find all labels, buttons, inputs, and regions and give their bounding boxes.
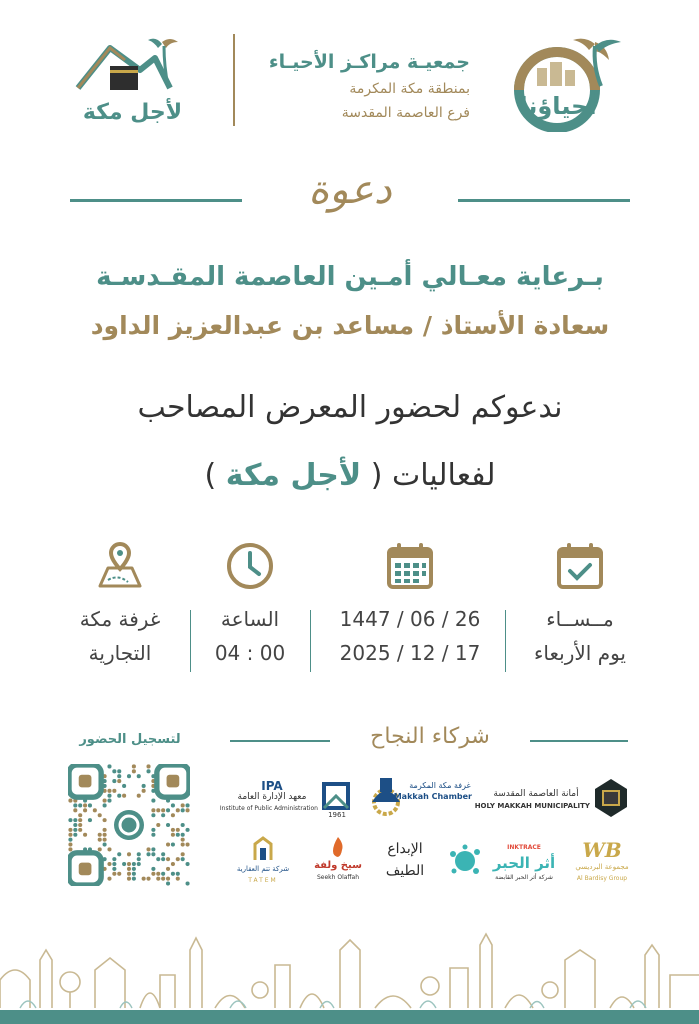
partner-8-name-ar: شركة تتم العقارية xyxy=(236,865,290,873)
partner-makkah-municipality xyxy=(474,775,632,823)
partner-tatem xyxy=(228,836,298,888)
partner-7-name-en: Seekh Olaffah xyxy=(316,874,360,881)
detail-date xyxy=(330,540,490,670)
invite-line-2-prefix: لفعاليات ( xyxy=(370,458,496,493)
detail-place xyxy=(60,540,180,670)
partner-6-name-ar: الإبداع الطيف xyxy=(385,841,425,879)
partner-1-name-en: HOLY MAKKAH MUNICIPALITY xyxy=(474,802,590,810)
ahyaouna-logo xyxy=(495,32,630,132)
partner-seekh-olaffah xyxy=(308,836,368,888)
day-period: مــســاء xyxy=(546,607,614,631)
partner-4-name-en: Al Bardisy Group xyxy=(576,875,628,882)
registration-qr-code[interactable] xyxy=(68,764,190,886)
decorative-skyline xyxy=(0,920,699,1010)
detail-separator xyxy=(310,610,311,672)
partner-3-year: 1961 xyxy=(328,811,346,819)
clock-icon xyxy=(224,540,276,592)
patron-line-1: بـرعاية معـالي أمـين العاصمة المقـدسـة xyxy=(96,262,604,292)
map-pin-icon xyxy=(94,540,146,592)
partner-2-name-ar: غرفة مكة المكرمة xyxy=(409,781,471,790)
invitation-title-text: دعوة xyxy=(308,167,392,213)
detail-day xyxy=(515,540,645,670)
association-line2: بمنطقة مكة المكرمة xyxy=(349,81,470,97)
partner-7-name-ar: سيخ ولفة xyxy=(314,860,362,871)
place-line-1: غرفة مكة xyxy=(79,607,161,631)
register-label: لتسجيل الحضور xyxy=(79,732,181,747)
bottom-bar xyxy=(0,1010,699,1024)
calendar-grid-icon xyxy=(384,540,436,592)
header-divider xyxy=(233,34,235,126)
invitation-title xyxy=(290,160,410,230)
partner-8-name-en: TATEM xyxy=(248,877,278,884)
makkah-municipality-emblem xyxy=(592,777,630,819)
partner-5-name-ar: أثر الحبر xyxy=(492,854,556,872)
partners-line-right xyxy=(530,740,628,742)
li-ajl-makkah-logo-text: لأجل مكة xyxy=(82,100,183,125)
time-label: الساعة xyxy=(220,607,280,631)
association-name xyxy=(250,48,470,124)
association-line1: جمعيـة مراكـز الأحيـاء xyxy=(268,51,470,73)
day-name: يوم الأربعاء xyxy=(534,641,626,665)
partner-2-name-en: Makkah Chamber xyxy=(393,792,472,801)
partner-calligraphy xyxy=(380,838,430,888)
place-line-2: التجارية xyxy=(88,641,152,665)
detail-separator xyxy=(505,610,506,672)
li-ajl-makkah-logo xyxy=(70,30,195,130)
partner-ipa xyxy=(219,778,356,824)
ahyaouna-logo-text: أحياؤنا xyxy=(519,92,597,120)
calendar-check-icon xyxy=(554,540,606,592)
partner-3-name-en: Institute of Public Administration xyxy=(219,805,318,812)
time-value: 04 : 00 xyxy=(214,641,286,665)
date-hijri: 1447 / 06 / 26 xyxy=(339,607,481,631)
date-gregorian: 2025 / 12 / 17 xyxy=(339,641,481,665)
detail-time xyxy=(195,540,305,670)
partner-4-name-ar: مجموعة البرديسي xyxy=(575,863,629,871)
partners-title: شركاء النجاح xyxy=(370,724,490,749)
title-line-right xyxy=(458,199,630,202)
partner-3-name-ar: معهد الإدارة العامة xyxy=(237,792,307,802)
partner-5-sub: شركة أثر الحبر القابضة xyxy=(495,874,553,881)
invite-line-1: ندعوكم لحضور المعرض المصاحب xyxy=(137,390,563,425)
flame-icon xyxy=(330,836,346,858)
partner-4-abbr: WB xyxy=(582,838,622,862)
invite-line-2-suffix: ) xyxy=(204,458,217,493)
detail-separator xyxy=(190,610,191,672)
partner-makkah-chamber xyxy=(362,768,472,824)
partner-1-name-ar: أمانة العاصمة المقدسة xyxy=(493,789,579,799)
invite-line-2 xyxy=(40,458,660,493)
title-line-left xyxy=(70,199,242,202)
partner-bardisy xyxy=(572,838,632,890)
ink-splash-icon xyxy=(448,844,482,878)
partners-line-left xyxy=(230,740,330,742)
partner-inktrace xyxy=(448,840,564,888)
tatem-emblem xyxy=(253,836,273,862)
association-line3: فرع العاصمة المقدسة xyxy=(341,105,470,121)
partner-3-abbr: IPA xyxy=(261,779,283,793)
patron-line-2: سعادة الأستاذ / مساعد بن عبدالعزيز الداود xyxy=(90,311,610,340)
event-name: لأجل مكة xyxy=(225,458,362,493)
partner-5-name-en: INKTRACE xyxy=(507,844,541,851)
